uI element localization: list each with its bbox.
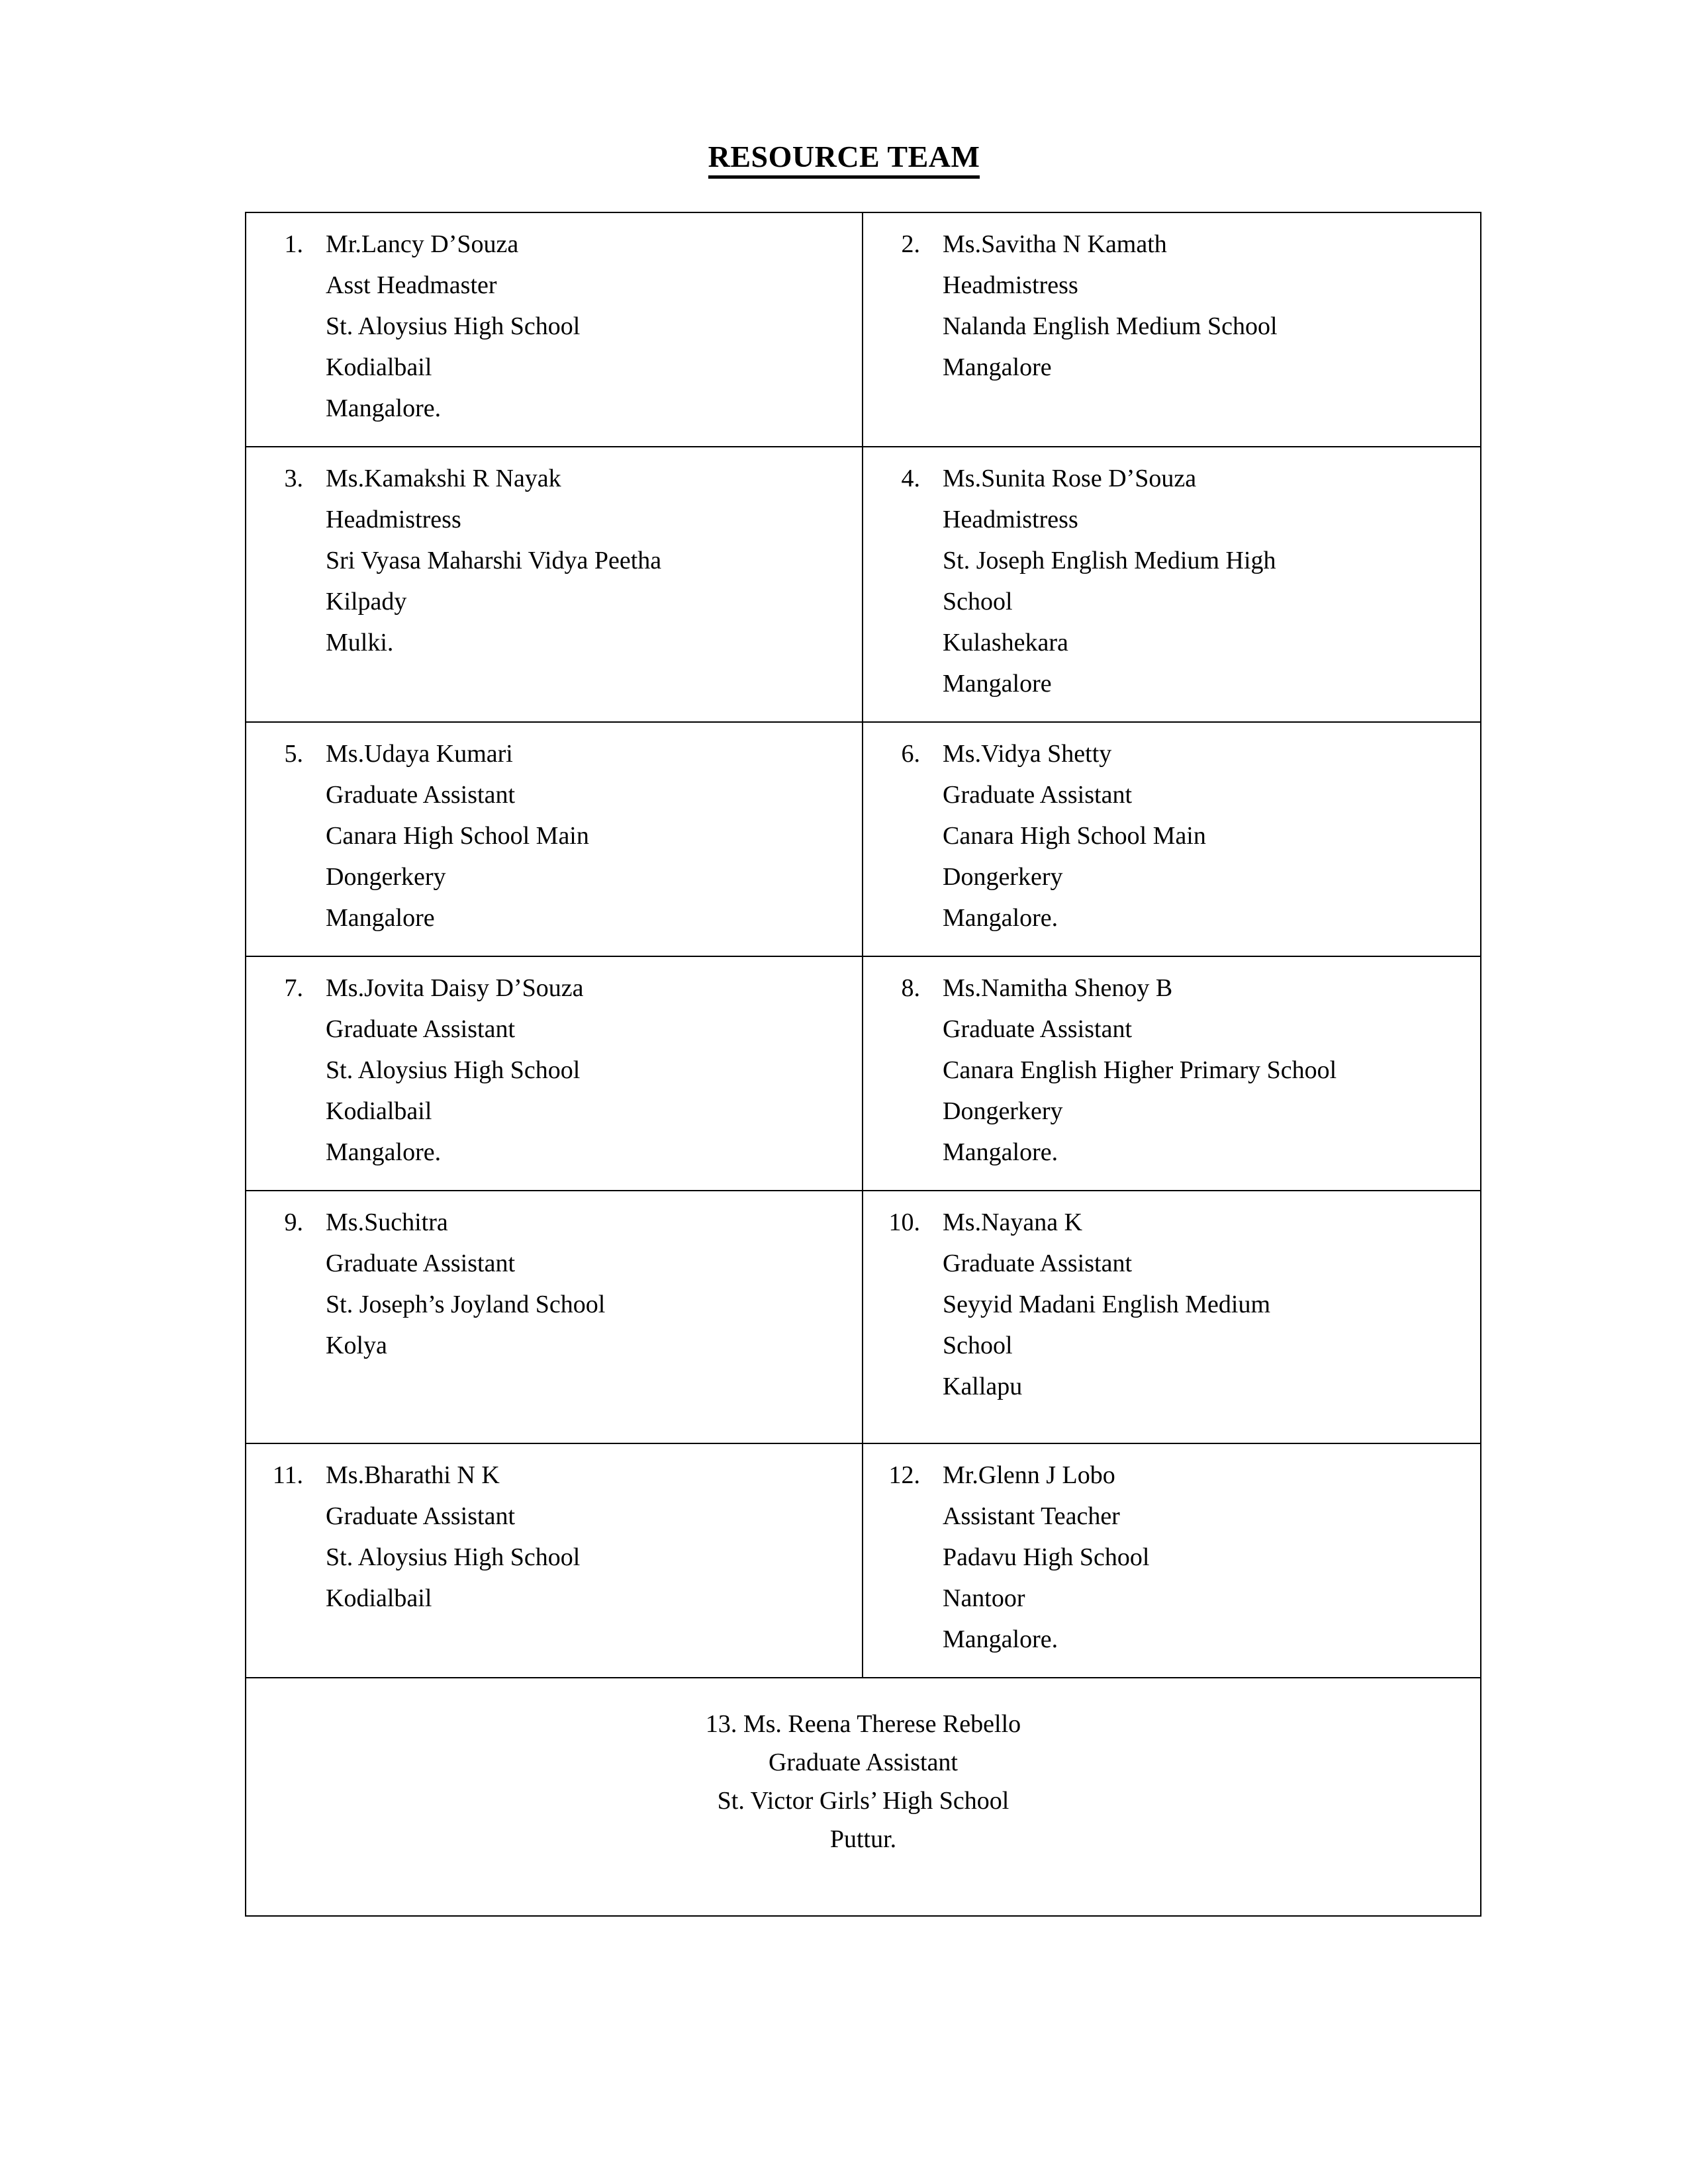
member-details <box>326 1455 855 1619</box>
member-designation: Graduate Assistant <box>768 1749 958 1776</box>
member-entry <box>246 1191 862 1443</box>
member-institution: Seyyid Madani English Medium <box>943 1291 1271 1318</box>
member-designation: Graduate Assistant <box>326 1250 516 1277</box>
member-name: Ms.Vidya Shetty <box>943 740 1112 768</box>
table-cell-member-13 <box>246 1678 1481 1916</box>
member-designation: Asst Headmaster <box>326 271 497 299</box>
member-city: Mangalore. <box>943 1625 1058 1653</box>
member-entry <box>246 1444 862 1677</box>
member-name: Ms.Jovita Daisy D’Souza <box>326 974 584 1002</box>
member-name: Ms.Udaya Kumari <box>326 740 513 768</box>
member-details <box>943 1202 1474 1407</box>
table-cell-member-8 <box>863 956 1481 1191</box>
table-cell-member-2 <box>863 212 1481 447</box>
member-entry <box>863 1444 1480 1677</box>
member-locality: Dongerkery <box>943 1097 1063 1125</box>
page-title-text: RESOURCE TEAM <box>708 140 980 179</box>
member-designation: Graduate Assistant <box>943 781 1133 809</box>
member-institution-cont: School <box>943 1332 1013 1359</box>
member-entry <box>246 723 862 956</box>
member-institution: St. Joseph English Medium High <box>943 547 1276 574</box>
member-details <box>326 224 855 429</box>
member-institution: Sri Vyasa Maharshi Vidya Peetha <box>326 547 662 574</box>
member-city: Mangalore. <box>326 1138 442 1166</box>
member-entry <box>863 447 1480 721</box>
member-name: 13. Ms. Reena Therese Rebello <box>705 1710 1021 1738</box>
table-cell-member-10 <box>863 1191 1481 1443</box>
member-entry <box>863 1191 1480 1443</box>
member-city: Mangalore. <box>943 1138 1058 1166</box>
member-city: Mangalore <box>326 904 435 932</box>
table-cell-member-1 <box>246 212 863 447</box>
table-cell-member-7 <box>246 956 863 1191</box>
table-cell-member-5 <box>246 722 863 956</box>
member-designation: Graduate Assistant <box>943 1250 1133 1277</box>
resource-team-table <box>245 212 1481 1917</box>
member-locality: Kolya <box>326 1332 387 1359</box>
member-city: Puttur. <box>829 1825 897 1853</box>
member-number: 6. <box>901 740 920 768</box>
table-cell-member-3 <box>246 447 863 722</box>
member-city: Mangalore <box>943 670 1052 698</box>
table-cell-member-4 <box>863 447 1481 722</box>
table-row <box>246 1191 1481 1443</box>
table-cell-member-9 <box>246 1191 863 1443</box>
member-name: Ms.Savitha N Kamath <box>943 230 1167 258</box>
member-designation: Graduate Assistant <box>326 781 516 809</box>
member-name: Ms.Suchitra <box>326 1208 448 1236</box>
member-details <box>943 458 1474 704</box>
member-name: Ms.Kamakshi R Nayak <box>326 465 561 492</box>
member-entry <box>863 723 1480 956</box>
table-row <box>246 447 1481 722</box>
member-city: Mangalore. <box>943 904 1058 932</box>
member-number: 10. <box>888 1208 920 1236</box>
member-number: 4. <box>901 465 920 492</box>
member-entry <box>863 213 1480 445</box>
member-institution: St. Aloysius High School <box>326 1056 581 1084</box>
member-city: Mangalore <box>943 353 1052 381</box>
member-details <box>943 968 1474 1173</box>
member-number: 9. <box>284 1208 303 1236</box>
member-locality: Nantoor <box>943 1584 1025 1612</box>
member-number: 11. <box>272 1461 303 1489</box>
member-designation: Graduate Assistant <box>326 1502 516 1530</box>
member-institution: Nalanda English Medium School <box>943 312 1278 340</box>
member-institution: Padavu High School <box>943 1543 1150 1571</box>
table-row <box>246 212 1481 447</box>
member-institution-cont: School <box>943 588 1013 615</box>
member-details <box>943 224 1474 388</box>
member-designation: Headmistress <box>326 506 461 533</box>
member-entry <box>863 957 1480 1190</box>
member-designation: Graduate Assistant <box>326 1015 516 1043</box>
member-institution: Canara High School Main <box>326 822 589 850</box>
member-locality: Kulashekara <box>943 629 1068 657</box>
member-name: Ms.Nayana K <box>943 1208 1083 1236</box>
member-designation: Headmistress <box>943 271 1078 299</box>
member-locality: Kodialbail <box>326 353 432 381</box>
member-number: 3. <box>284 465 303 492</box>
member-name: Mr.Lancy D’Souza <box>326 230 519 258</box>
member-name: Mr.Glenn J Lobo <box>943 1461 1115 1489</box>
member-details <box>326 733 855 938</box>
member-entry <box>246 1678 1480 1915</box>
member-entry <box>246 213 862 446</box>
table-cell-member-11 <box>246 1443 863 1678</box>
table-row <box>246 1678 1481 1916</box>
member-details <box>326 1202 855 1366</box>
table-row <box>246 722 1481 956</box>
member-locality: Kodialbail <box>326 1584 432 1612</box>
member-institution: St. Joseph’s Joyland School <box>326 1291 606 1318</box>
table-row <box>246 956 1481 1191</box>
member-details <box>943 1455 1474 1660</box>
member-name: Ms.Namitha Shenoy B <box>943 974 1173 1002</box>
member-designation: Assistant Teacher <box>943 1502 1120 1530</box>
member-number: 12. <box>888 1461 920 1489</box>
member-number: 5. <box>284 740 303 768</box>
member-number: 8. <box>901 974 920 1002</box>
resource-team-table-body <box>246 212 1481 1916</box>
member-entry <box>246 957 862 1190</box>
member-institution: Canara English Higher Primary School <box>943 1056 1337 1084</box>
member-institution: St. Aloysius High School <box>326 1543 581 1571</box>
table-row <box>246 1443 1481 1678</box>
member-institution: St. Aloysius High School <box>326 312 581 340</box>
member-locality: Dongerkery <box>943 863 1063 891</box>
member-number: 2. <box>901 230 920 258</box>
member-details <box>326 968 855 1173</box>
member-name: Ms.Sunita Rose D’Souza <box>943 465 1197 492</box>
member-locality: Dongerkery <box>326 863 446 891</box>
member-city: Mangalore. <box>326 394 442 422</box>
member-name: Ms.Bharathi N K <box>326 1461 500 1489</box>
member-entry <box>246 447 862 705</box>
member-institution: St. Victor Girls’ High School <box>717 1787 1009 1815</box>
member-designation: Headmistress <box>943 506 1078 533</box>
member-city: Mulki. <box>326 629 394 657</box>
table-cell-member-12 <box>863 1443 1481 1678</box>
table-cell-member-6 <box>863 722 1481 956</box>
member-number: 1. <box>284 230 303 258</box>
page-title <box>0 140 1688 179</box>
member-locality: Kilpady <box>326 588 407 615</box>
member-locality: Kodialbail <box>326 1097 432 1125</box>
member-number: 7. <box>284 974 303 1002</box>
member-locality: Kallapu <box>943 1373 1023 1400</box>
member-details <box>326 458 855 663</box>
member-institution: Canara High School Main <box>943 822 1206 850</box>
member-designation: Graduate Assistant <box>943 1015 1133 1043</box>
member-details <box>943 733 1474 938</box>
